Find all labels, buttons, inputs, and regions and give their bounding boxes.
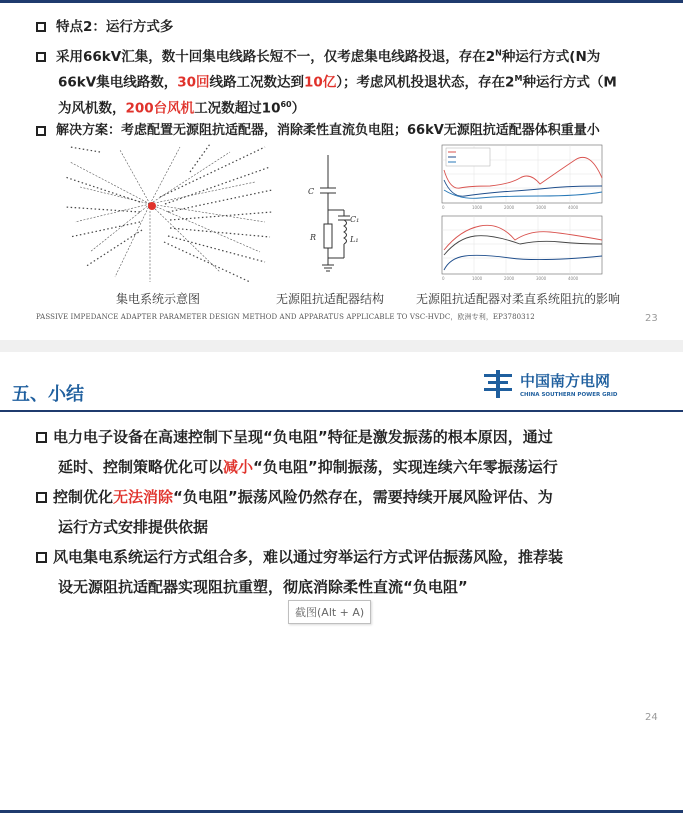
bullet-feature2 [36, 14, 173, 40]
logo-english-text: CHINA SOUTHERN POWER GRID [520, 392, 618, 398]
bullet-text: 解决方案：考虑配置无源阻抗适配器，消除柔性直流负电阻；66kV无源阻抗适配器体积重量小 [56, 123, 600, 138]
logo-chinese-text: 中国南方电网 [520, 372, 611, 390]
bullet-text: 特点2：运行方式多 [56, 19, 174, 35]
impedance-comparison-plots [420, 140, 610, 286]
bullet-text: 风电集电系统运行方式组合多，难以通过穷举运行方式评估振荡风险，推荐装 [53, 548, 564, 566]
page-number: 24 [645, 712, 658, 723]
bullet-operating-modes-line2: 66kV集电线路数，30回线路工况数达到10亿）；考虑风机投退状态，存在$2^M$种运行方式（M [58, 74, 617, 91]
svg-text:0: 0 [442, 205, 445, 210]
section-title: 五、小结 [12, 384, 84, 405]
page-number: 23 [645, 313, 658, 324]
section-rule [0, 410, 683, 412]
bullet-square-icon [36, 552, 47, 563]
impedance-adapter-circuit [300, 150, 360, 280]
slide-separator [0, 340, 683, 352]
svg-text:1000: 1000 [472, 205, 483, 210]
summary-bullet-3 [36, 542, 563, 572]
bullet-square-icon [36, 22, 46, 32]
summary-bullet-2-line2: 运行方式安排提供依据 [58, 518, 209, 536]
csg-logo [484, 368, 654, 400]
svg-text:0: 0 [442, 276, 445, 281]
bullet-square-icon [36, 432, 47, 443]
bullet-square-icon [36, 52, 46, 62]
svg-text:1000: 1000 [472, 276, 483, 281]
slide-23 [0, 0, 683, 340]
bullet-text: 控制优化无法消除“负电阻”振荡风险仍然存在，需要持续开展风险评估、为 [53, 488, 553, 506]
svg-text:2000: 2000 [504, 276, 515, 281]
slide-24 [0, 352, 683, 815]
patent-reference: PASSIVE IMPEDANCE ADAPTER PARAMETER DESIGN METHOD AND APPARATUS APPLICABLE TO VSC-HVDC，欧洲专利，EP3780312 [36, 313, 535, 321]
svg-text:3000: 3000 [536, 205, 547, 210]
caption-adapter-structure: 无源阻抗适配器结构 [276, 292, 385, 306]
svg-text:3000: 3000 [536, 276, 547, 281]
svg-text:4000: 4000 [568, 276, 579, 281]
svg-text:2000: 2000 [504, 205, 515, 210]
top-rule [0, 0, 683, 3]
summary-bullet-1-line2: 延时、控制策略优化可以减小“负电阻”抑制振荡，实现连续六年零振荡运行 [58, 458, 558, 476]
bullet-text: 电力电子设备在高速控制下呈现“负电阻”特征是激发振荡的根本原因，通过 [53, 428, 553, 446]
caption-collector-system: 集电系统示意图 [116, 292, 201, 306]
summary-bullet-3-line2: 设无源阻抗适配器实现阻抗重塑，彻底消除柔性直流“负电阻” [58, 578, 468, 596]
bottom-rule [0, 810, 683, 813]
bullet-operating-modes-line3: 为风机数，200台风机工况数超过$10^{60}$） [58, 100, 306, 117]
label-l1: L₁ [350, 235, 359, 244]
collector-system-diagram [60, 142, 275, 290]
bullet-square-icon [36, 492, 47, 503]
svg-text:4000: 4000 [568, 205, 579, 210]
label-c: C [308, 187, 315, 196]
summary-bullet-1 [36, 422, 553, 452]
bullet-square-icon [36, 126, 46, 136]
label-r: R [310, 233, 317, 242]
label-c1: C₁ [350, 215, 360, 224]
bullet-text: 采用66kV汇集，数十回集电线路长短不一，仅考虑集电线路投退，存在$2^N$种运行方式(N为 [56, 48, 601, 65]
summary-bullet-2 [36, 482, 553, 512]
caption-adapter-impact: 无源阻抗适配器对柔直系统阻抗的影响 [416, 292, 621, 306]
screenshot-tooltip: 截图(Alt + A) [288, 600, 371, 624]
